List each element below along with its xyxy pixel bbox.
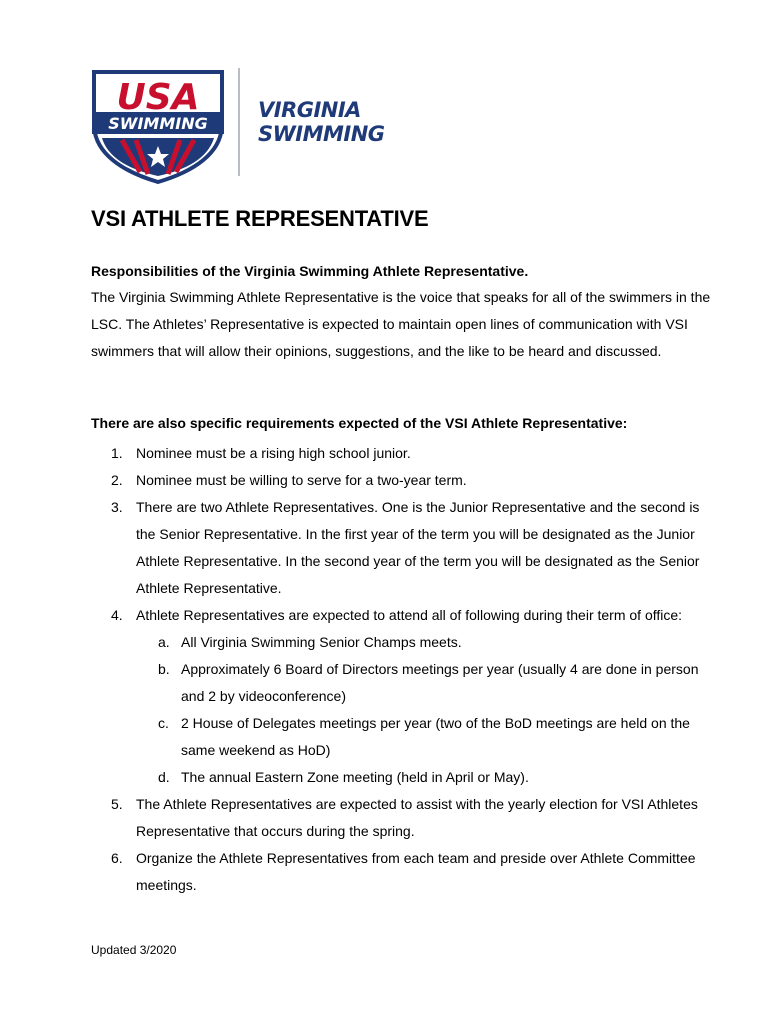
list-item-number: 6. xyxy=(111,850,123,866)
list-item xyxy=(91,494,721,602)
list-item-number: 4. xyxy=(111,607,123,623)
list-item xyxy=(91,467,721,494)
attendance-sublist xyxy=(136,629,721,791)
list-item-number: 1. xyxy=(111,445,123,461)
list-item xyxy=(91,845,721,899)
list-item xyxy=(91,791,721,845)
sublist-item-text: Approximately 6 Board of Directors meetings per year (usually 4 are done in person and 2 by videoconference) xyxy=(181,661,699,704)
logo-swimming-text: SWIMMING xyxy=(108,114,208,133)
virginia-swimming-logo xyxy=(258,98,385,146)
sublist-item-letter: c. xyxy=(158,715,169,731)
lsc-line-1: VIRGINIA xyxy=(258,98,361,122)
usa-swimming-logo xyxy=(88,66,228,184)
responsibilities-heading: Responsibilities of the Virginia Swimming Athlete Representative. xyxy=(91,263,529,279)
logo-usa-text: USA xyxy=(116,77,200,118)
list-item-text: Nominee must be willing to serve for a two-year term. xyxy=(136,472,467,488)
responsibilities-body: The Virginia Swimming Athlete Representative is the voice that speaks for all of the swimmers in the LSC. The Athletes’ Representative is expected to maintain open lines of communication with VSI swimmers that will allow their opinions, suggestions, and the like to be heard and discussed. xyxy=(91,289,711,359)
list-item-number: 3. xyxy=(111,499,123,515)
sublist-item-letter: a. xyxy=(158,634,170,650)
logo-divider xyxy=(238,68,240,176)
page-title: VSI ATHLETE REPRESENTATIVE xyxy=(91,206,429,231)
header-logos xyxy=(88,66,388,184)
list-item xyxy=(91,602,721,791)
footer-updated-date: Updated 3/2020 xyxy=(91,943,177,957)
lsc-line-2: SWIMMING xyxy=(258,122,385,146)
sublist-item xyxy=(136,764,721,791)
sublist-item xyxy=(136,656,721,710)
list-item-text: Nominee must be a rising high school junior. xyxy=(136,445,411,461)
list-item-number: 2. xyxy=(111,472,123,488)
list-item-number: 5. xyxy=(111,796,123,812)
list-item xyxy=(91,440,721,467)
sublist-item xyxy=(136,629,721,656)
requirements-list xyxy=(91,440,721,899)
list-item-text: There are two Athlete Representatives. One is the Junior Representative and the second is the Senior Representative. In the first year of the term you will be designated as the Junior Athlete Representative. In the second year of the term you will be designated as the Senior Athlete Representative. xyxy=(136,499,700,596)
requirements-heading: There are also specific requirements expected of the VSI Athlete Representative: xyxy=(91,415,628,431)
sublist-item-letter: d. xyxy=(158,769,170,785)
sublist-item-text: The annual Eastern Zone meeting (held in April or May). xyxy=(181,769,529,785)
sublist-item-text: 2 House of Delegates meetings per year (two of the BoD meetings are held on the same weekend as HoD) xyxy=(181,715,690,758)
sublist-item-text: All Virginia Swimming Senior Champs meets. xyxy=(181,634,462,650)
list-item-text: Athlete Representatives are expected to attend all of following during their term of office: xyxy=(136,607,683,623)
sublist-item-letter: b. xyxy=(158,661,170,677)
list-item-text: Organize the Athlete Representatives from each team and preside over Athlete Committee meetings. xyxy=(136,850,696,893)
list-item-text: The Athlete Representatives are expected to assist with the yearly election for VSI Athletes Representative that occurs during the spring. xyxy=(136,796,698,839)
sublist-item xyxy=(136,710,721,764)
